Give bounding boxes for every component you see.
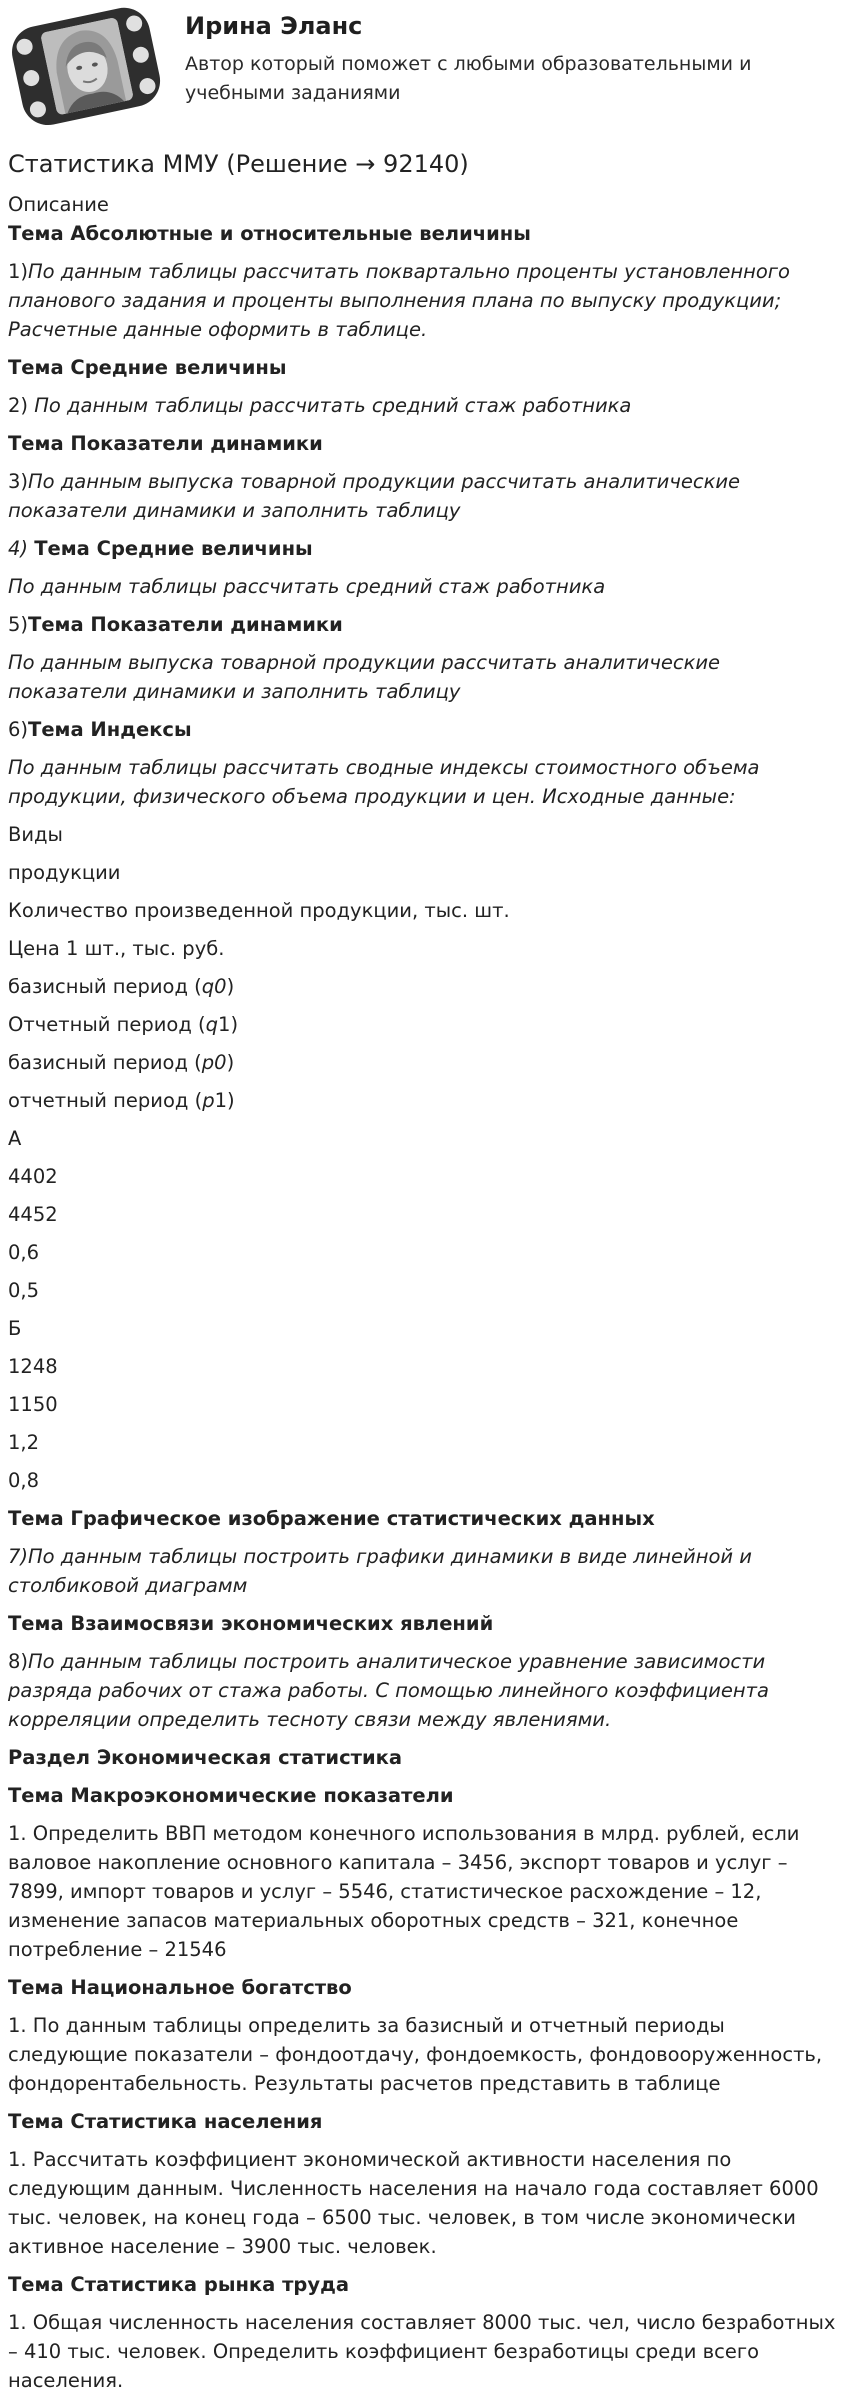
avatar-film-frame-icon: [8, 6, 168, 126]
table-value: Б: [8, 1317, 22, 1340]
heading-text: Тема Средние величины: [34, 537, 313, 560]
task-text: По данным таблицы рассчитать сводные индексы стоимостного объема продукции, физического объема продукции и цен. Исходные данные:: [8, 756, 760, 808]
table-value: 4452: [8, 1203, 58, 1226]
period-text: ): [230, 1013, 239, 1036]
table-line: Виды: [8, 823, 63, 846]
heading-text: Раздел Экономическая статистика: [8, 1746, 403, 1769]
author-name[interactable]: Ирина Эланс: [185, 12, 363, 40]
period-text: базисный период (: [8, 975, 202, 998]
task-text: 7)По данным таблицы построить графики динамики в виде линейной и столбиковой диаграмм: [8, 1545, 752, 1597]
section-heading: [8, 1609, 843, 1638]
task-paragraph: [8, 1647, 843, 1734]
table-value: 0,8: [8, 1469, 40, 1492]
task-paragraph: [8, 648, 843, 706]
heading-text: Тема Взаимосвязи экономических явлений: [8, 1612, 494, 1635]
section-heading: [8, 353, 843, 382]
period-var: q0: [201, 975, 227, 998]
task-text: По данным таблицы рассчитать средний стаж работника: [8, 575, 606, 598]
period-text: ): [227, 1089, 235, 1112]
section-heading: [8, 610, 843, 639]
table-value: 1248: [8, 1355, 58, 1378]
table-line: Цена 1 шт., тыс. руб.: [8, 937, 225, 960]
task-number: 3): [8, 470, 29, 493]
period-text: ): [226, 975, 235, 998]
description-label: Описание: [8, 193, 109, 216]
section-heading: [8, 219, 843, 248]
period-line: [8, 1048, 843, 1077]
table-value: 4402: [8, 1165, 58, 1188]
task-number: 2): [8, 394, 35, 417]
page-title: Статистика ММУ (Решение → 92140): [8, 150, 469, 178]
heading-text: Тема Показатели динамики: [8, 432, 323, 455]
period-var: p: [202, 1089, 215, 1112]
table-value: А: [8, 1127, 22, 1150]
task-paragraph: [8, 257, 843, 344]
section-heading: [8, 534, 843, 563]
task-text: По данным таблицы рассчитать поквартально проценты установленного планового задания и проценты выполнения плана по выпуску продукции; Расчетные данные оформить в таблице.: [8, 260, 790, 341]
task-number: 1): [8, 260, 29, 283]
task-number: 4): [8, 537, 35, 560]
section-heading: [8, 1781, 843, 1810]
heading-text: Тема Показатели динамики: [28, 613, 343, 636]
heading-text: Тема Абсолютные и относительные величины: [8, 222, 531, 245]
task-number: 5): [8, 613, 29, 636]
task-paragraph: [8, 753, 843, 811]
heading-text: Тема Графическое изображение статистических данных: [8, 1507, 655, 1530]
task-paragraph: [8, 1542, 843, 1600]
period-line: [8, 972, 843, 1001]
period-sub: 1: [218, 1013, 231, 1036]
period-text: Отчетный период (: [8, 1013, 206, 1036]
heading-text: Тема Статистика населения: [8, 2110, 323, 2133]
task-paragraph: [8, 572, 843, 601]
section-heading: [8, 715, 843, 744]
period-var: q: [205, 1013, 219, 1036]
heading-text: Тема Статистика рынка труда: [8, 2273, 349, 2296]
task-paragraph: 1. Рассчитать коэффициент экономической активности населения по следующим данным. Численность населения на начало года составляет 6000 тыс. человек, на конец года – 6500 тыс. человек, в том числе экономически активное население – 3900 тыс. человек.: [8, 2148, 819, 2258]
heading-text: Тема Национальное богатство: [8, 1976, 352, 1999]
task-text: По данным выпуска товарной продукции рассчитать аналитические показатели динамики и заполнить таблицу: [8, 651, 721, 703]
author-card: [0, 0, 847, 135]
period-text: отчетный период (: [8, 1089, 203, 1112]
task-text: По данным таблицы рассчитать средний стаж работника: [34, 394, 632, 417]
task-paragraph: 1. Общая численность населения составляет 8000 тыс. чел, число безработных – 410 тыс. человек. Определить коэффициент безработицы среди всего населения.: [8, 2311, 836, 2392]
table-value: 0,5: [8, 1279, 40, 1302]
period-line: [8, 1086, 843, 1115]
period-sub: 1: [214, 1089, 228, 1112]
table-line: продукции: [8, 861, 121, 884]
table-value: 1,2: [8, 1431, 40, 1454]
period-var: p0: [201, 1051, 227, 1074]
task-text: По данным выпуска товарной продукции рассчитать аналитические показатели динамики и заполнить таблицу: [8, 470, 741, 522]
task-paragraph: [8, 391, 843, 420]
author-description: Автор который поможет с любыми образовательными и учебными заданиями: [185, 53, 752, 104]
table-value: 0,6: [8, 1241, 40, 1264]
period-text: ): [226, 1051, 235, 1074]
part-heading: [8, 1743, 843, 1772]
task-paragraph: [8, 467, 843, 525]
period-text: базисный период (: [8, 1051, 202, 1074]
section-heading: [8, 1504, 843, 1533]
section-heading: [8, 1973, 843, 2002]
section-heading: [8, 2107, 843, 2136]
section-heading: [8, 2270, 843, 2299]
task-paragraph: 1. Определить ВВП методом конечного использования в млрд. рублей, если валовое накопление основного капитала – 3456, экспорт товаров и услуг – 7899, импорт товаров и услуг – 5546, статистическое расхождение – 12, изменение запасов материальных оборотных средств – 321, конечное потребление – 21546: [8, 1822, 800, 1961]
heading-text: Тема Средние величины: [8, 356, 287, 379]
section-heading: [8, 429, 843, 458]
period-line: [8, 1010, 843, 1039]
task-text: По данным таблицы построить аналитическое уравнение зависимости разряда рабочих от стажа работы. С помощью линейного коэффициента корреляции определить тесноту связи между явлениями.: [8, 1650, 769, 1731]
table-value: 1150: [8, 1393, 58, 1416]
avatar[interactable]: [8, 6, 168, 126]
document-body: [8, 190, 843, 2404]
task-number: 6): [8, 718, 29, 741]
table-line: Количество произведенной продукции, тыс. шт.: [8, 899, 510, 922]
task-number: 8): [8, 1650, 29, 1673]
task-paragraph: 1. По данным таблицы определить за базисный и отчетный периоды следующие показатели – фондоотдачу, фондоемкость, фондовооруженность, фондорентабельность. Результаты расчетов представить в таблице: [8, 2014, 823, 2095]
heading-text: Тема Индексы: [28, 718, 192, 741]
heading-text: Тема Макроэкономические показатели: [8, 1784, 454, 1807]
